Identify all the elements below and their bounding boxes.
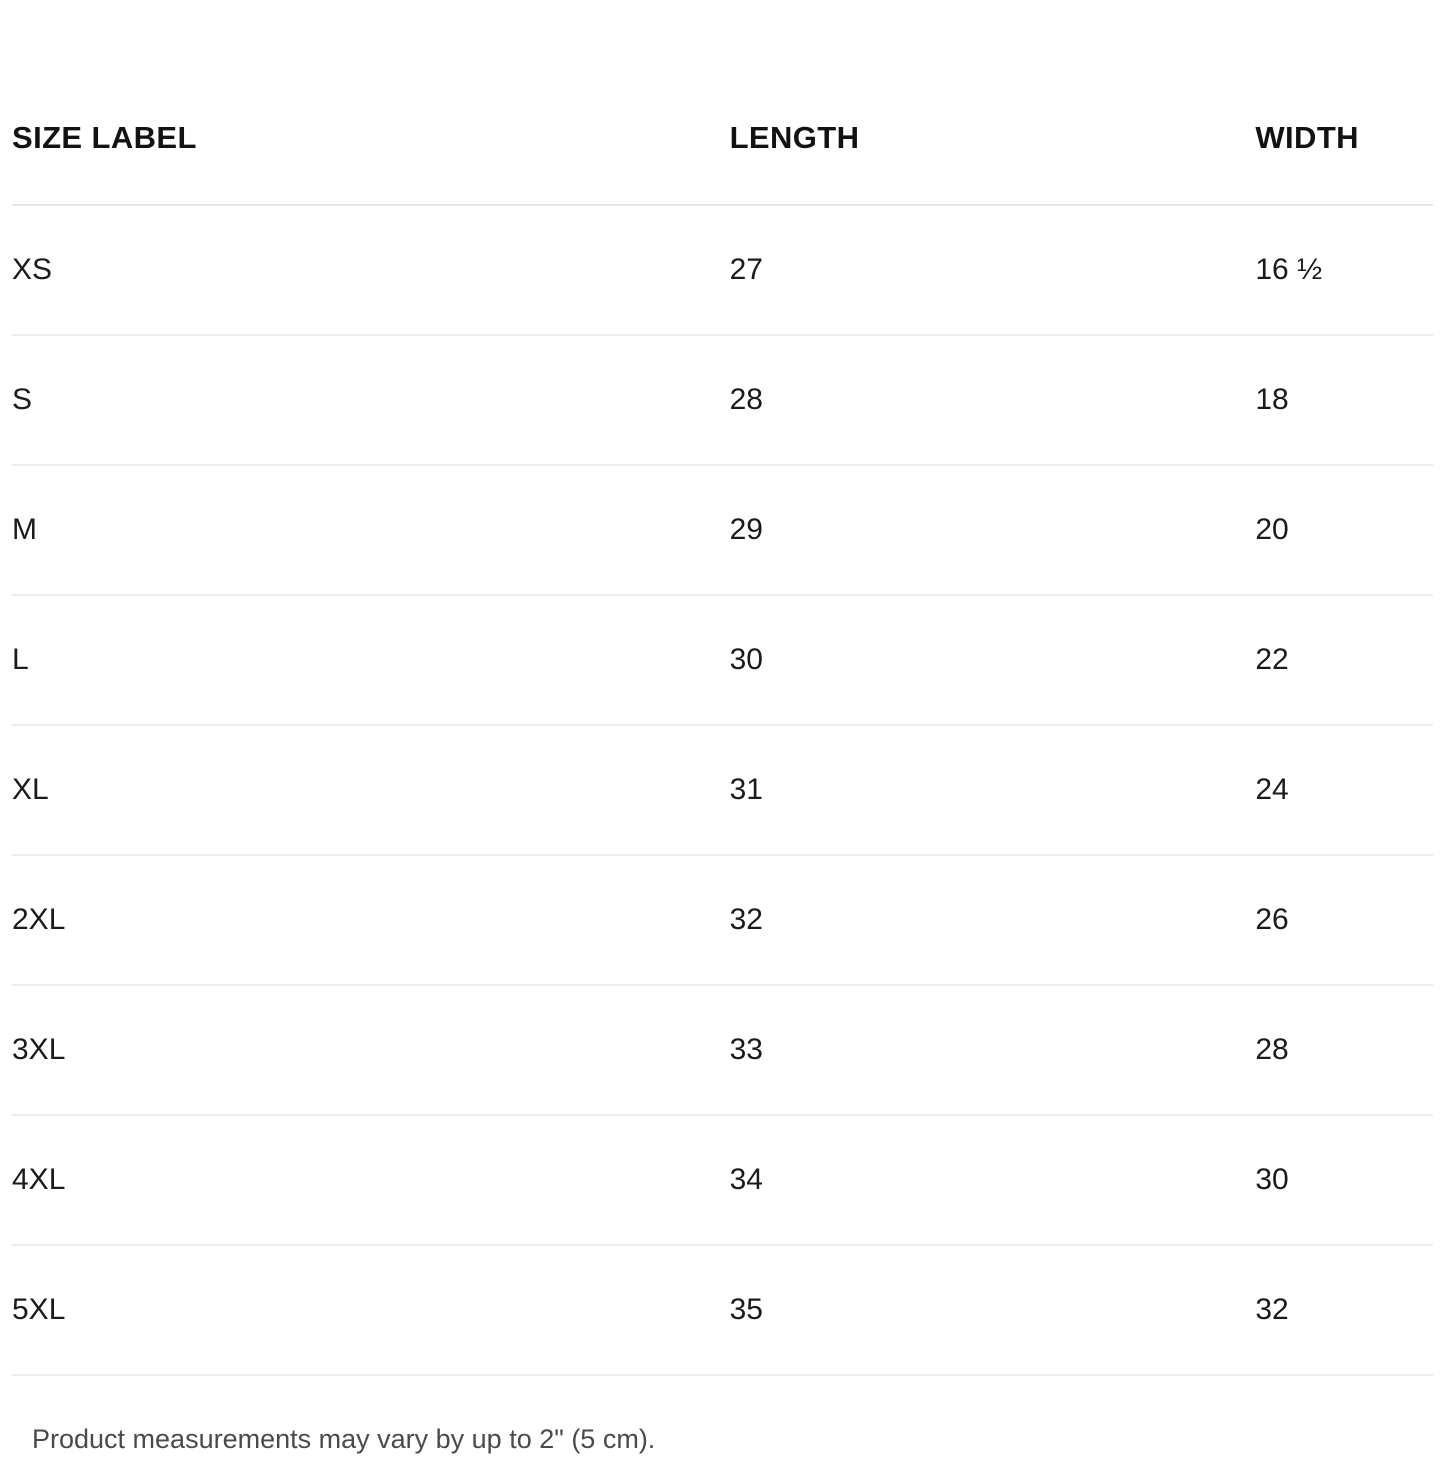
cell-width: 18 [1255,335,1433,465]
cell-size-label: 4XL [12,1115,730,1245]
table-row [12,335,1433,465]
cell-width: 28 [1255,985,1433,1115]
cell-width: 32 [1255,1245,1433,1375]
cell-width: 22 [1255,595,1433,725]
table-row [12,1115,1433,1245]
size-chart-table [12,0,1433,1376]
table-row [12,855,1433,985]
cell-length: 33 [730,985,1256,1115]
cell-length: 32 [730,855,1256,985]
table-row [12,205,1433,335]
table-row [12,985,1433,1115]
cell-length: 35 [730,1245,1256,1375]
cell-size-label: XL [12,725,730,855]
cell-width: 16 ½ [1255,205,1433,335]
cell-length: 29 [730,465,1256,595]
cell-width: 26 [1255,855,1433,985]
cell-size-label: 5XL [12,1245,730,1375]
cell-size-label: S [12,335,730,465]
table-row [12,595,1433,725]
column-header-width: WIDTH [1255,0,1433,205]
cell-length: 28 [730,335,1256,465]
cell-length: 31 [730,725,1256,855]
column-header-size-label: SIZE LABEL [12,0,730,205]
table-row [12,465,1433,595]
cell-width: 20 [1255,465,1433,595]
column-header-length: LENGTH [730,0,1256,205]
table-row [12,1245,1433,1375]
cell-width: 24 [1255,725,1433,855]
cell-length: 34 [730,1115,1256,1245]
table-header-row [12,0,1433,205]
cell-length: 30 [730,595,1256,725]
cell-size-label: L [12,595,730,725]
cell-size-label: XS [12,205,730,335]
cell-size-label: M [12,465,730,595]
table-header [12,0,1433,205]
cell-width: 30 [1255,1115,1433,1245]
table-row [12,725,1433,855]
cell-size-label: 3XL [12,985,730,1115]
table-body [12,205,1433,1375]
cell-length: 27 [730,205,1256,335]
cell-size-label: 2XL [12,855,730,985]
measurement-disclaimer: Product measurements may vary by up to 2" (5 cm). [32,1424,656,1454]
